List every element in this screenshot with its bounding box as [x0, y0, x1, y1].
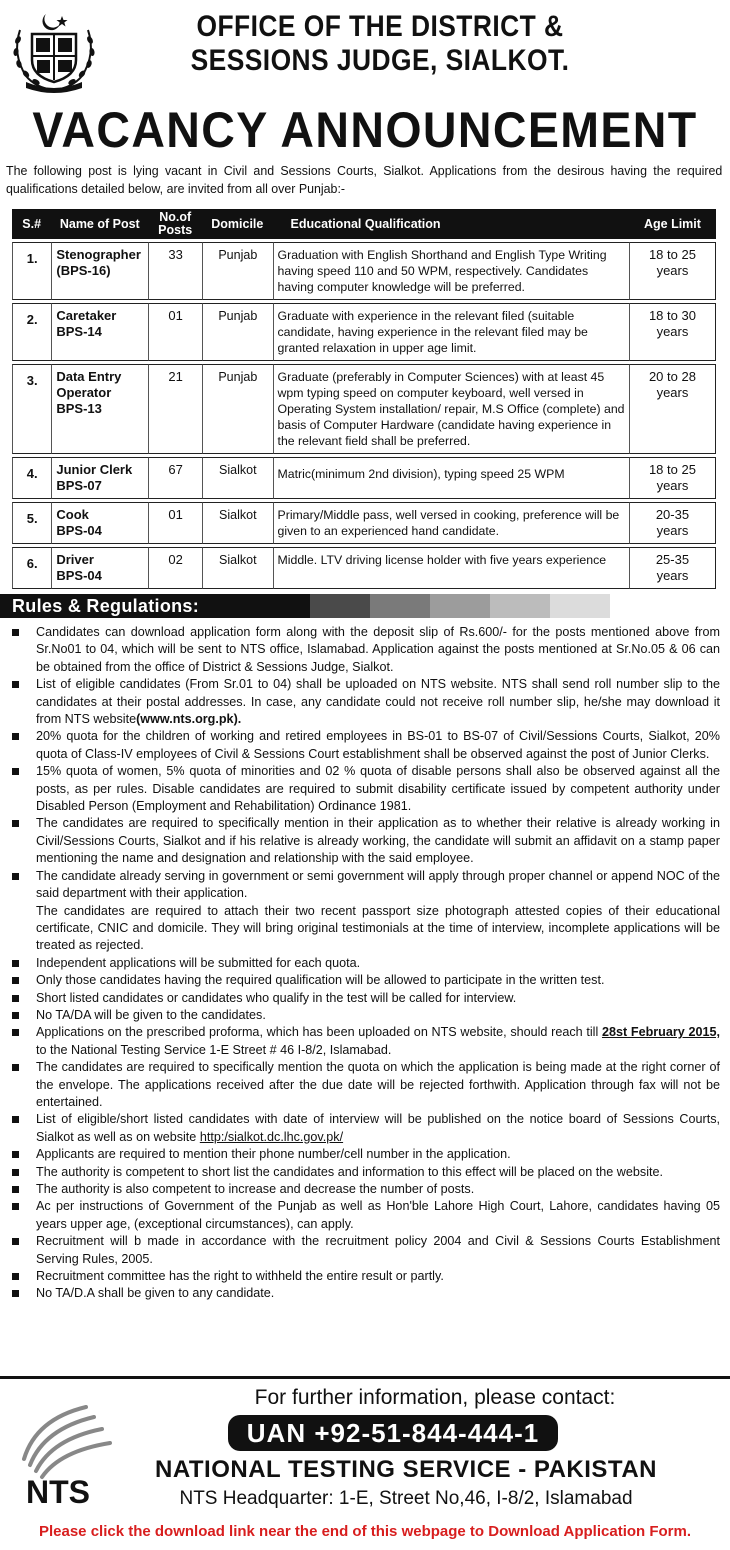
- decorative-stripe: [370, 594, 430, 618]
- bullet-icon: [12, 1273, 19, 1280]
- header-posts-count: [148, 209, 202, 239]
- list-item: [8, 1146, 720, 1163]
- list-item: [8, 728, 720, 763]
- rules-list: [8, 624, 720, 1303]
- row-posts-count: 33: [148, 242, 202, 300]
- rule-text: The candidates are required to specifically mention the quota on which the application is being made at the right corner of the envelope. The applications received after the due date will be rejected forthwith. Application through fax will not be entertained.: [36, 1060, 720, 1109]
- bullet-icon: [12, 768, 19, 775]
- header-sn: S.#: [12, 209, 51, 239]
- row-age-unit: years: [656, 523, 689, 538]
- row-domicile: Sialkot: [202, 547, 272, 589]
- bullet-icon: [12, 629, 19, 636]
- office-title: [142, 10, 617, 78]
- rule-text: Only those candidates having the required qualification will be allowed to participate in the written test.: [36, 973, 605, 988]
- row-posts-count: 67: [148, 457, 202, 499]
- list-item: [8, 624, 720, 676]
- row-sn: 2.: [12, 303, 51, 361]
- row-post-scale: BPS-13: [56, 401, 102, 416]
- rules-heading-bar: [0, 594, 730, 618]
- download-note: Please click the download link near the end of this webpage to Download Application Form.: [38, 1523, 692, 1540]
- table-row: [12, 242, 716, 300]
- list-item: [8, 676, 720, 728]
- row-age: [629, 547, 716, 589]
- nts-logo-text: NTS: [26, 1474, 90, 1509]
- row-domicile: Sialkot: [202, 502, 272, 544]
- row-post-name: Data Entry: [56, 369, 122, 384]
- bullet-icon: [12, 1029, 19, 1036]
- rule-text: The authority is competent to short list the candidates and information to this effect will be placed on the website.: [36, 1164, 664, 1179]
- decorative-stripe: [550, 594, 610, 618]
- uan-number: UAN +92-51-844-444-1: [228, 1415, 558, 1451]
- deadline-date: 28st February 2015,: [601, 1025, 720, 1040]
- row-post: [51, 242, 148, 300]
- list-item: [8, 955, 720, 972]
- bullet-icon: [12, 960, 19, 967]
- row-sn: 5.: [12, 502, 51, 544]
- list-item: [8, 868, 720, 903]
- row-age-unit: years: [656, 478, 689, 493]
- row-domicile: Punjab: [202, 242, 272, 300]
- bullet-icon: [12, 1186, 19, 1193]
- row-age-range: 20-35: [655, 507, 690, 522]
- intro-paragraph: The following post is lying vacant in Civil and Sessions Courts, Sialkot. Applications from the desirous having the required qualifications detailed below, are invited from all over Punjab:-: [6, 163, 723, 196]
- list-item: [8, 1285, 720, 1302]
- rule-text: The candidates are required to attach their two recent passport size photograph attested copies of their educational certificate, CNIC and domicile. They will bring original testimonials at the time of interview, incomplete applications will be treated as rejected.: [36, 903, 720, 953]
- rule-text: List of eligible/short listed candidates with date of interview will be published on the notice board of Sessions Courts, Sialkot as well as on website: [36, 1112, 720, 1144]
- table-row: [12, 502, 716, 544]
- list-item: [8, 1024, 720, 1059]
- row-post-scale: (BPS-16): [56, 263, 111, 278]
- sialkot-website-link[interactable]: http:/sialkot.dc.lhc.gov.pk/: [199, 1129, 344, 1144]
- row-post-name: Stenographer: [56, 247, 141, 262]
- rule-text: to the National Testing Service 1-E Street # 46 I-8/2, Islamabad.: [36, 1042, 392, 1057]
- list-item: [8, 903, 720, 955]
- row-post: [51, 303, 148, 361]
- row-post-scale: BPS-07: [56, 478, 102, 493]
- rule-text: 20% quota for the children of working and retired employees in BS-01 to BS-07 of Civil/Sessions Courts, Sialkot, 20% quota of Class-IV employees of Civil & Sessions Court establishment shall be observed against the post of Junior Clerks.: [36, 729, 720, 761]
- bullet-icon: [12, 820, 19, 827]
- row-age-range: 18 to 25: [648, 462, 696, 477]
- list-item: [8, 1164, 720, 1181]
- header: [0, 0, 730, 102]
- row-sn: 6.: [12, 547, 51, 589]
- list-item: [8, 1181, 720, 1198]
- row-age-range: 18 to 25: [648, 247, 696, 262]
- row-education: Graduation with English Shorthand and English Type Writing having speed 110 and 50 WPM, respectively. Candidates having computer knowledge will be preferred.: [273, 242, 629, 300]
- rule-text: Ac per instructions of Government of the Punjab as well as Hon'ble Lahore High Court, Lahore, candidates having 05 years upper age, (exceptional circumstances), can apply.: [36, 1199, 720, 1231]
- row-post-scale: BPS-04: [56, 568, 102, 583]
- row-age: [629, 364, 716, 454]
- rule-text: Recruitment will b made in accordance with the recruitment policy 2004 and Civil & Sessions Courts Establishment Serving Rules, 2005.: [36, 1234, 720, 1266]
- table-row: [12, 303, 716, 361]
- header-domicile: Domicile: [202, 209, 272, 239]
- row-education: Graduate with experience in the relevant filed (suitable candidate, having experience in the relevant filed may be granted relaxation in upper age limit.: [273, 303, 629, 361]
- rule-text: Short listed candidates or candidates who qualify in the test will be called for interview.: [36, 990, 517, 1005]
- list-item: [8, 1233, 720, 1268]
- row-post-name: Driver: [56, 552, 94, 567]
- bullet-icon: [12, 733, 19, 740]
- row-post-name: Junior Clerk: [56, 462, 133, 477]
- row-education: Primary/Middle pass, well versed in cooking, preference will be given to an experienced hand candidate.: [273, 502, 629, 544]
- bullet-icon: [12, 873, 19, 880]
- table-row: [12, 364, 716, 454]
- row-age: [629, 502, 716, 544]
- list-item: [8, 990, 720, 1007]
- row-age-range: 18 to 30: [648, 308, 696, 323]
- row-sn: 3.: [12, 364, 51, 454]
- bullet-icon: [12, 1169, 19, 1176]
- rule-text: 15% quota of women, 5% quota of minorities and 02 % quota of disable persons shall also be observed against all the posts, as per rules. Disable candidates are required to submit disability certificate issued by competent authority under Disabled Person (Employment and Rehabilitation) Ordinance 1981.: [36, 764, 720, 814]
- decorative-stripe: [430, 594, 490, 618]
- row-sn: 1.: [12, 242, 51, 300]
- row-domicile: Punjab: [202, 364, 272, 454]
- rule-text: Applicants are required to mention their phone number/cell number in the application.: [36, 1147, 511, 1162]
- announcement-title: VACANCY ANNOUNCEMENT: [32, 102, 698, 158]
- row-age: [629, 457, 716, 499]
- decorative-stripe: [310, 594, 370, 618]
- table-row: [12, 457, 716, 499]
- bullet-icon: [12, 1151, 19, 1158]
- rule-text: The authority is also competent to increase and decrease the number of posts.: [36, 1182, 475, 1196]
- list-item: [8, 972, 720, 989]
- rule-text: No TA/DA will be given to the candidates.: [36, 1007, 266, 1022]
- header-age: Age Limit: [629, 209, 716, 239]
- row-domicile: Punjab: [202, 303, 272, 361]
- nts-headquarter-address: NTS Headquarter: 1-E, Street No,46, I-8/2, Islamabad: [179, 1488, 633, 1509]
- list-item: [8, 815, 720, 867]
- bullet-icon: [12, 1012, 19, 1019]
- row-post-name-2: Operator: [56, 385, 112, 400]
- header-posts-count-line-1: No.of: [159, 210, 192, 224]
- row-post-scale: BPS-14: [56, 324, 102, 339]
- row-posts-count: 21: [148, 364, 202, 454]
- rule-text: No TA/D.A shall be given to any candidate.: [36, 1286, 275, 1301]
- bullet-icon: [12, 995, 19, 1002]
- office-title-line-2: SESSIONS JUDGE, SIALKOT.: [190, 44, 570, 77]
- row-post: [51, 547, 148, 589]
- rule-text: Independent applications will be submitted for each quota.: [36, 955, 361, 970]
- state-emblem-icon: [6, 10, 102, 94]
- header-posts-count-line-2: Posts: [158, 223, 193, 237]
- row-post: [51, 364, 148, 454]
- contact-prompt: For further information, please contact:: [254, 1386, 616, 1409]
- rules-heading: Rules & Regulations:: [0, 594, 310, 618]
- rule-text: The candidate already serving in government or semi government will apply through proper channel or append NOC of the said department with their application.: [36, 868, 720, 901]
- row-age-range: 25-35: [655, 552, 690, 567]
- nts-logo-icon: [16, 1399, 136, 1509]
- row-posts-count: 02: [148, 547, 202, 589]
- row-domicile: Sialkot: [202, 457, 272, 499]
- list-item: [8, 763, 720, 815]
- rule-text: Candidates can download application form along with the deposit slip of Rs.600/- for the posts mentioned above from Sr.No01 to 04, which will be sent to NTS office, Islamabad. Application against the posts mentioned at Sr.No.05 & 06 can be obtained from the office of District & Sessions Judge, Sialkot.: [36, 625, 720, 674]
- list-item: [8, 1007, 720, 1024]
- row-education: Graduate (preferably in Computer Sciences) with at least 45 wpm typing speed on computer keyboard, well versed in Operating System installation/ repair, M.S Office (complete) and basis of Computer Hardware (candidate having experience in the relevant field shall be preferred.: [273, 364, 629, 454]
- row-posts-count: 01: [148, 303, 202, 361]
- row-post-name: Cook: [56, 507, 89, 522]
- bullet-icon: [12, 1290, 19, 1297]
- list-item: [8, 1059, 720, 1111]
- row-post: [51, 502, 148, 544]
- list-item: [8, 1111, 720, 1146]
- row-age: [629, 303, 716, 361]
- header-post: Name of Post: [51, 209, 148, 239]
- nts-website-link[interactable]: (www.nts.org.pk).: [136, 712, 242, 727]
- bullet-icon: [12, 1116, 19, 1123]
- rule-text: Applications on the prescribed proforma, which has been uploaded on NTS website, should reach till: [36, 1025, 599, 1040]
- table-header-row: [12, 209, 716, 239]
- row-post-name: Caretaker: [56, 308, 117, 323]
- row-age-unit: years: [656, 568, 689, 583]
- row-post-scale: BPS-04: [56, 523, 102, 538]
- row-sn: 4.: [12, 457, 51, 499]
- row-education: Matric(minimum 2nd division), typing speed 25 WPM: [273, 457, 629, 499]
- row-age-unit: years: [656, 324, 689, 339]
- office-title-line-1: OFFICE OF THE DISTRICT &: [196, 10, 564, 43]
- row-post: [51, 457, 148, 499]
- row-age-range: 20 to 28: [648, 369, 696, 384]
- decorative-stripe: [490, 594, 550, 618]
- contact-footer: [0, 1376, 730, 1516]
- rule-text: The candidates are required to specifically mention in their application as to whether their relative is already working in Civil/Sessions Courts, Sialkot and if his relative is already working, the candidate will submit an affidavit on a stamp paper mentioning the name and designation and relationship with the said employee.: [36, 816, 720, 866]
- header-education: Educational Qualification: [273, 209, 629, 239]
- rule-text: List of eligible candidates (From Sr.01 to 04) shall be uploaded on NTS website. NTS shall send roll number slip to the candidates at their postal addresses. In case, any candidate could not receive roll number slip, he/she may download it from NTS website: [36, 677, 720, 727]
- row-age-unit: years: [656, 385, 689, 400]
- bullet-icon: [12, 1064, 19, 1071]
- bullet-icon: [12, 681, 19, 688]
- nts-organization-name: NATIONAL TESTING SERVICE - PAKISTAN: [155, 1456, 657, 1483]
- row-age: [629, 242, 716, 300]
- bullet-icon: [12, 977, 19, 984]
- table-row: [12, 547, 716, 589]
- row-posts-count: 01: [148, 502, 202, 544]
- vacancy-table: [12, 206, 716, 592]
- row-education: Middle. LTV driving license holder with five years experience: [273, 547, 629, 589]
- bullet-icon: [12, 1238, 19, 1245]
- row-age-unit: years: [656, 263, 689, 278]
- list-item: [8, 1198, 720, 1233]
- rule-text: Recruitment committee has the right to withheld the entire result or partly.: [36, 1269, 444, 1284]
- list-item: [8, 1268, 720, 1285]
- bullet-icon: [12, 1203, 19, 1210]
